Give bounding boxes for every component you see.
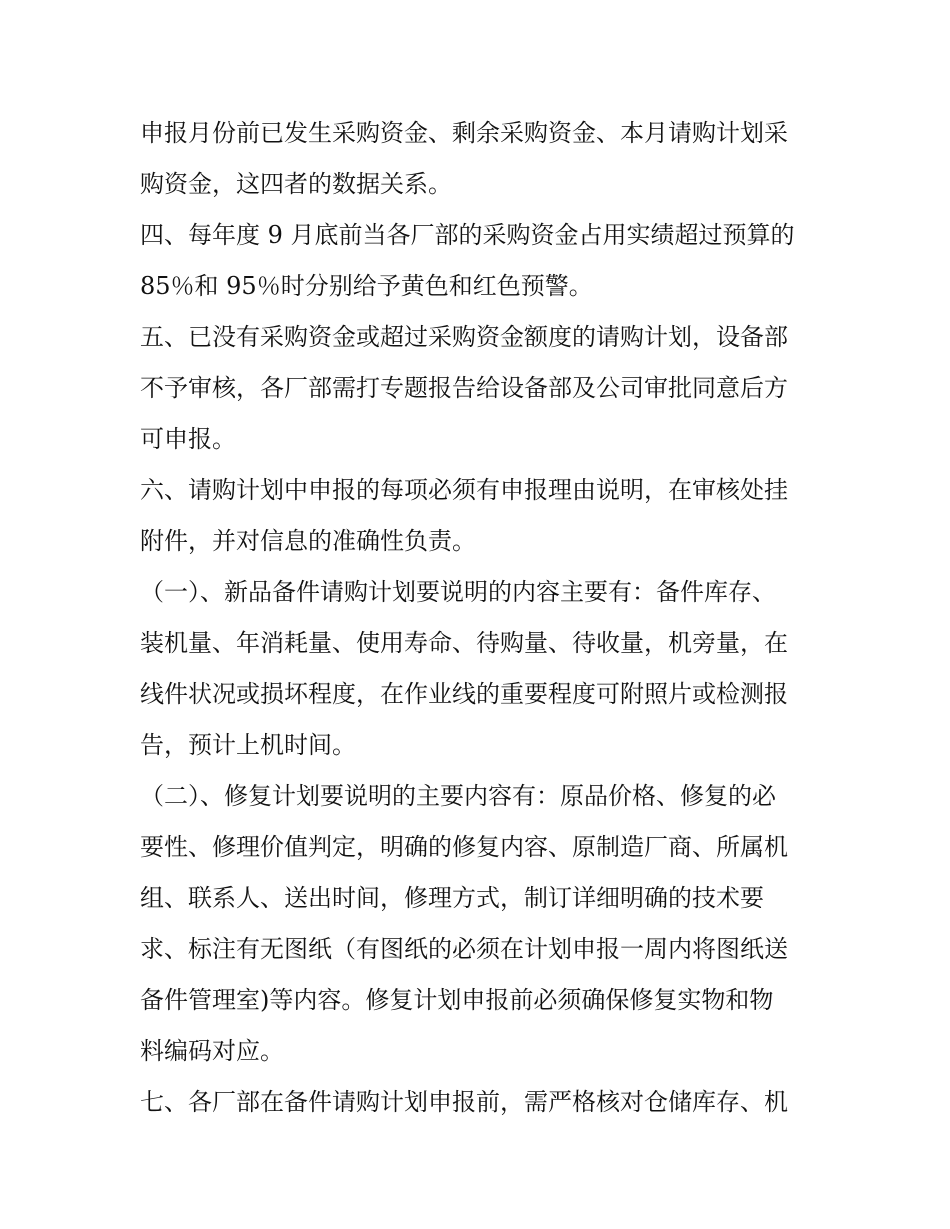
text-line: 不予审核，各厂部需打专题报告给设备部及公司审批同意后方 bbox=[140, 374, 788, 402]
text-line: 告，预计上机时间。 bbox=[140, 731, 356, 759]
text-line: 备件管理室)等内容。修复计划申报前必须确保修复实物和物 bbox=[140, 986, 774, 1014]
text-line: 申报月份前已发生采购资金、剩余采购资金、本月请购计划采 bbox=[140, 119, 788, 147]
text-line: 85％和 95％时分别给予黄色和红色预警。 bbox=[140, 272, 593, 300]
text-line: 四、每年度 9 月底前当各厂部的采购资金占用实绩超过预算的 bbox=[140, 221, 795, 249]
text-line: 七、各厂部在备件请购计划申报前，需严格核对仓储库存、机 bbox=[140, 1088, 788, 1116]
text-line: 要性、修理价值判定，明确的修复内容、原制造厂商、所属机 bbox=[140, 833, 788, 861]
text-line: 可申报。 bbox=[140, 425, 236, 453]
text-line: 求、标注有无图纸（有图纸的必须在计划申报一周内将图纸送 bbox=[140, 935, 788, 963]
text-line: （一）、新品备件请购计划要说明的内容主要有：备件库存、 bbox=[140, 578, 776, 606]
text-line: 组、联系人、送出时间，修理方式，制订详细明确的技术要 bbox=[140, 884, 764, 912]
text-line: 购资金，这四者的数据关系。 bbox=[140, 170, 452, 198]
text-line: 五、已没有采购资金或超过采购资金额度的请购计划，设备部 bbox=[140, 323, 788, 351]
text-line: 料编码对应。 bbox=[140, 1037, 284, 1065]
text-line: 线件状况或损坏程度，在作业线的重要程度可附照片或检测报 bbox=[140, 680, 788, 708]
text-line: 六、请购计划中申报的每项必须有申报理由说明，在审核处挂 bbox=[140, 476, 788, 504]
document-body bbox=[140, 108, 820, 1128]
text-line: 装机量、年消耗量、使用寿命、待购量、待收量，机旁量，在 bbox=[140, 629, 788, 657]
text-line: （二）、修复计划要说明的主要内容有：原品价格、修复的必 bbox=[140, 782, 776, 810]
text-line: 附件，并对信息的准确性负责。 bbox=[140, 527, 476, 555]
